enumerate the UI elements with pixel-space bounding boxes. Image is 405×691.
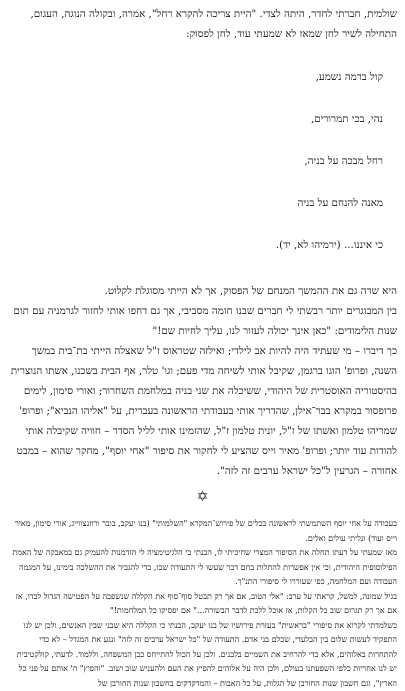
verse-line: נהי, בכי תמרורים, <box>8 109 383 130</box>
footnote-paragraph: כשלמדתי לקרוא את סיפורי "בראשית" בעזרת פירושיו של בנו יעקב, הבנתי כי הקללה היא שבני שבין האנשים, ולכן יש לנו התפקיד לעשות שלום בין הבלעדי, שכלם בני אדם. התעודה של "כל ישראל ערבים זה לזה" ונגע את המגדל – לא כדי להתחרות באלוהים, אלא כדי להרחיב את השמיים בלבנים. ולכן על הכול להתייחס כבן המשפחה, וללמוד. לדעתי, קולקטיבית יש לנו אחריות כלפי השפעתנו בעולם, ולכן היה על אלוהים להפיץ את העם ולהעניש שוב ושוב. "והפיץ" ה' אותם על פני כל הארץ", וגם חשבון שנות החורבן של הגלות, על כל האבות – והמדקדקים בחשבון שנות החורבן של <box>8 619 397 691</box>
body-paragraph: בין המבוגרים יותר רבשתי לי חברים שבנו חומה מסביבי, אך גם דחפו אותי לחזור לגרמניה עם תום שנות הלימודים: "כאן אינך יכולה לעזור לנו, עליך לחיות שם!" <box>8 301 397 341</box>
body-paragraph: כך דיברו – מי שעתיד היה להיות אב לילדי; ואילזה שטראוס ז"ל שאצלה הייתי בת־בית במשך השנה, ופרופ' הוגו ברגמן, שקיבל אותי לשיחה מדי פעם; וגו' טלר, אף הבית בשכנו, אשתו הנוצרית בהיסטוריה האוסטרית של היהודי, ששיכלה את שני בניה במלחמת השחרור; ואורי סימון, לימים פרופסור במקרא בבר־אילן, שהדריך אותי בעבודתי הראשונה בעברית, על "אליהו הנביא"; ופרופ' שמריהו טלמון ואשתו של ז"ל, יונית טלמון ז"ל, שהזמינו אותי לליל הסדר – חוויה שקיבלה אותי להודות עוד יותר; ופרופ' מאיר וייס שהציע לי לחקור את סיפור "אחי יוסף", מחקר שהוא – במבט אחורה – הגרעין ל"כל ישראל ערבים זה לזה". <box>8 341 397 481</box>
verse-quote <box>8 46 383 277</box>
footnote-paragraph: מאז שמעתי על דעתו תחלה את הסיפור המצרי שחיכיתי לו, הבנתי כי הלגיטימציה לי הזדמנות להעמיק גם במאבקה של האמת הפילוסופית היהודית, וכי אין אפשרות להתלות בחם דבר שעשו לי התעודה שבו, כדי להגביר את ההשלכה בימינו, על המגמה העבודה ועם המלחמה, כפי שעוררו לי סיפורי התנ"ך. <box>8 546 397 590</box>
verse-line: מאנה להנחם על בניה <box>8 193 383 214</box>
verse-line: רחל מבכה על בניה, <box>8 151 383 172</box>
footnote-paragraph: בגיל שמונה, למשל, קראתי על ערב: "אלי הטוב, אם אך רק תבטל סוף־סוף את הקללה שנשפכה על הפטישה הגדול לבדו, אז אם אך רק תגרום שוב כל הקלות, אז אוכל ללכת לדבר הבשורה..." אם יפסיקו כל המלחמות!" <box>8 590 397 619</box>
verse-line: כי איננו... (ירמיהו לא, יד). <box>8 235 383 256</box>
star-of-david-separator: ✡ <box>8 487 397 507</box>
verse-line: קול ברמה נשמע, <box>8 67 383 88</box>
intro-paragraph: שולמית, חברתי לחדר, היתה לצדי. "היית צריכה להקרא רחל", אמרה, ובקולה הנוגה, העגום, התחילה לשיר לחן שמאז לא שמעתי עוד, לחן לפסוק: <box>8 4 397 44</box>
footnote-paragraph: בעבודה על אחי יוסף השתמשתי לראשונה בכלים של פירוש־המקרא "השלמותי" (בנו יעקב, בובר ורוזנצווייג, אורי סימון, מאיר וייס ועוד) ונליתי עולים ואלים. <box>8 517 397 546</box>
body-paragraph: היא שרה גם את ההמשך המנחם של הפסוק, אך לא הייתי מסוגלת לקלוט. <box>8 281 397 301</box>
